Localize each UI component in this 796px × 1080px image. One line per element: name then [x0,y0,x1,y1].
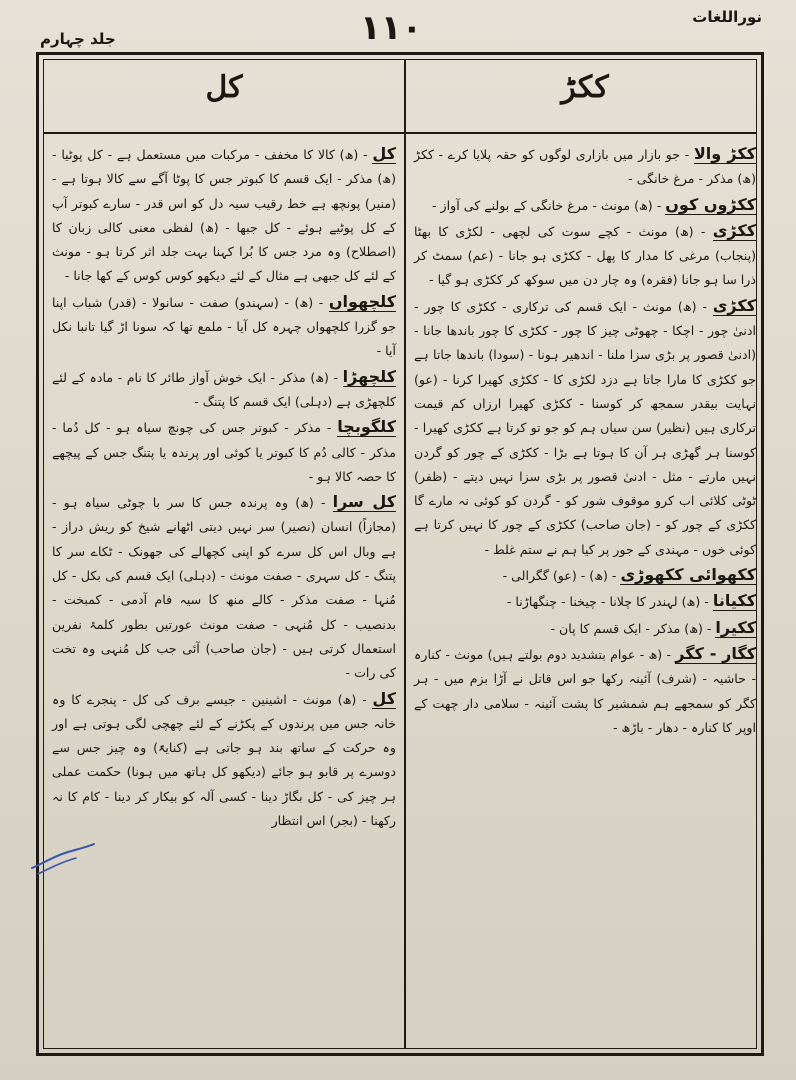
entry-headword: کگار - کگر [675,643,756,663]
entry-definition: - (ھ) مذکر - ایک قسم کا پان - [550,620,716,636]
left-entry [52,490,396,685]
header-rule [44,132,756,134]
entry-headword: ککڑی [712,220,756,240]
left-entry [52,687,396,834]
left-entry [52,365,396,415]
left-entry [52,142,396,289]
right-entry [414,589,756,614]
entry-headword: ککیانا [712,591,756,611]
entry-headword: کلچھڑا [342,366,396,386]
entry-headword: کل سرا [332,492,397,512]
entry-headword: ککڑی [712,295,756,315]
entry-definition: - مذکر - کبوتر جس کی چونچ سیاہ ہو - کل دُما - مذکر - کالی دُم کا کبوتر یا کوئی اور پرندہ یا پتنگ جس کے پیچھے کا حصہ کالا ہو - [52,420,396,484]
entry-definition: - جو بازار میں بازاری لوگوں کو حقہ پلایا کرے - ککڑ (ھ) مذکر - مرغ خانگی - [414,147,756,187]
right-entry [414,219,756,293]
entry-definition: - (ھ) مونث - اشینین - جیسے برف کی کل - پنجرے کا وہ خانہ جس میں پرندوں کے پکڑنے کے لئے چھچی لگی ہوتی ہے اور وہ حرکت کے ساتھ بند ہو جاتی ہے (کنایۃً) وہ چیز جس سے دوسرے پر قابو ہو جائے (دیکھو کل ہاتھ میں ہونا) حکمت عملی ہر چیز کی - کل بگاڑ دینا - کسی آلہ کو بیکار کر دینا - کام کا نہ رکھنا - (بجر) اس انتظار [52,691,396,829]
page-frame-inner [43,59,757,1049]
right-entry [414,294,756,562]
entry-definition: - (ھ) لہندر کا چلانا - چیخنا - چنگھاڑنا - [506,594,713,610]
entry-headword: ککھوائی ککھوڑی [620,565,756,585]
volume-label: جلد چہارم [40,30,116,48]
entry-definition: - (ھ - عوام بتشدید دوم بولتے ہیں) مونث - کنارہ - حاشیہ - (شرف) آئینہ رکھا جو اس قاتل نے آڑا بزم میں - ہر کگر کو سمجھے ہم شمشیر کا پشت آئینہ - سلامی دار چھت کے اوپر کا کنارہ - دھار - باڑھ - [414,646,756,735]
right-entry [414,563,756,588]
entry-definition: - (ھ) مونث - ایک قسم کی ترکاری - ککڑی کا چور - ادنیٰ چور - اچکا - چھوٹی چیز کا چور - ککڑی کا چور باندھا جانا - (ادنیٰ قصور پر بڑی سزا ملنا - اندھیر ہونا - (سودا) باندھا جاتا ہے جو ککڑی کا مارا جاتا ہے دزد لکڑی کا - ککڑی کھیرا کرنا - (عو) نہایت بیقدر سمجھ کر کوسنا - ککڑی کھیرا ارزاں کم قیمت ترکاری ہیں (نظیر) سن سیاں ہم کو جو تو کرتا ہے ککڑی کھیرا - کوسنا ہر گھڑی ہر آن کا ہوتا ہے بڑا - ککڑی کے چور کو گردن نہیں مارتے - مثل - ادنیٰ قصور پر بڑی سزا نہیں دیتے - (ظفر) ٹوٹی کلائی اب کرو موقوف شور کو - گردن کو کوئی نہ مارے گا ککڑی کے چور کو - (جان صاحب) ککڑی کے چور کا نہیں کرتا ہے کوئی خوں - مہندی کے جور پر کیا ہم نے ستم غلط - [414,298,756,557]
right-column-title: ککڑ [561,70,609,105]
column-divider [404,60,406,1048]
left-entry [52,415,396,489]
entry-headword: کل [372,688,396,708]
entry-headword: ککڑ والا [693,144,756,163]
page-number: ۱۱۰ [360,8,423,48]
entry-headword: کل [372,144,396,163]
right-column-body [414,142,756,1038]
right-entry [414,616,756,641]
entry-definition: - (ھ) مونث - کچے سوت کی لچھی - لکڑی کا بھٹا (پنجاب) مرغی کا مدار کا پھل - ککڑی ہو جانا - (عم) سمٹ کر ذرا سا ہو جانا (فقرہ) وہ چار دن میں سوکھ کر ککڑی ہو گیا - [414,223,756,288]
left-entry [52,290,396,364]
pen-mark-icon [28,838,98,878]
entry-definition: - (ھ) - (عو) گگرالی - [502,568,621,584]
entry-definition: - (ھ) وہ پرندہ جس کا سر با چوٹی سیاہ ہو - (مجازاً) انسان (نصیر) سر نہیں دیتی اٹھانے شیخ کو ریش دراز - ہے وبال اس کل سرے کو اپنی کچھالے کی جھونک - ٹکاے سر کا پتنگ - کل سہری - صفت مونث - (دہلی) ایک قسم کی بکل - کل مُنہا - صفت مذکر - کالے منھ کا سیہ فام آدمی - کمبخت - بدنصیب - کل مُنہی - صفت مونث عورتیں بطور کلمۂ نفرین استعمال کرتی ہیں - (جان صاحب) آئی جب کل مُنہی وہ تخت کی رات - [52,495,396,681]
entry-headword: کلچھواں [328,291,396,311]
entry-headword: کلگوبچا [337,417,396,437]
right-entry [414,142,756,192]
entry-definition: - (ھ) - (سہندو) صفت - سانولا - (قدر) شباب اپنا جو گزرا کلچھواں چہرہ کل آیا - ملمع تھا کہ سونا اڑ گیا تانبا نکل آیا - [52,294,396,359]
entry-headword: ککڑوں کوں [665,194,756,214]
right-entry [414,642,756,740]
entry-definition: - (ھ) مذکر - ایک خوش آواز طائر کا نام - مادہ کے لئے کلچھڑی ہے (دہلی) ایک قسم کا پتنگ - [52,369,396,409]
left-column-body [52,142,396,1038]
entry-definition: - (ھ) کالا کا مخفف - مرکبات میں مستعمل ہے - کل پوٹیا - (ھ) مذکر - ایک قسم کا کبوتر جس کا پوٹا آگے سے کالا ہوتا ہے - (منیر) پونچھ ہے خط رقیب سیہ دل کو اس قدر - سارے کبوتر آپ کے کل پوٹیے ہوئے - کل جبھا - (ھ) لفظی معنی کالی زبان کا (اصطلاح) وہ مرد جس کا بُرا کہنا بہت جلد اثر کرتا ہو - مونث کے لئے کل جبھی ہے مثال کے لئے دیکھو کوس کوس کے کھا جانا - [52,147,396,284]
entry-definition: - (ھ) مونث - مرغ خانگی کے بولنے کی آواز - [432,197,666,213]
entry-headword: ککیرا [715,617,756,637]
book-title: نوراللغات [692,8,762,26]
right-entry [414,193,756,218]
page-frame [36,52,764,1056]
running-head [0,2,796,52]
left-column-title: کل [205,70,243,105]
